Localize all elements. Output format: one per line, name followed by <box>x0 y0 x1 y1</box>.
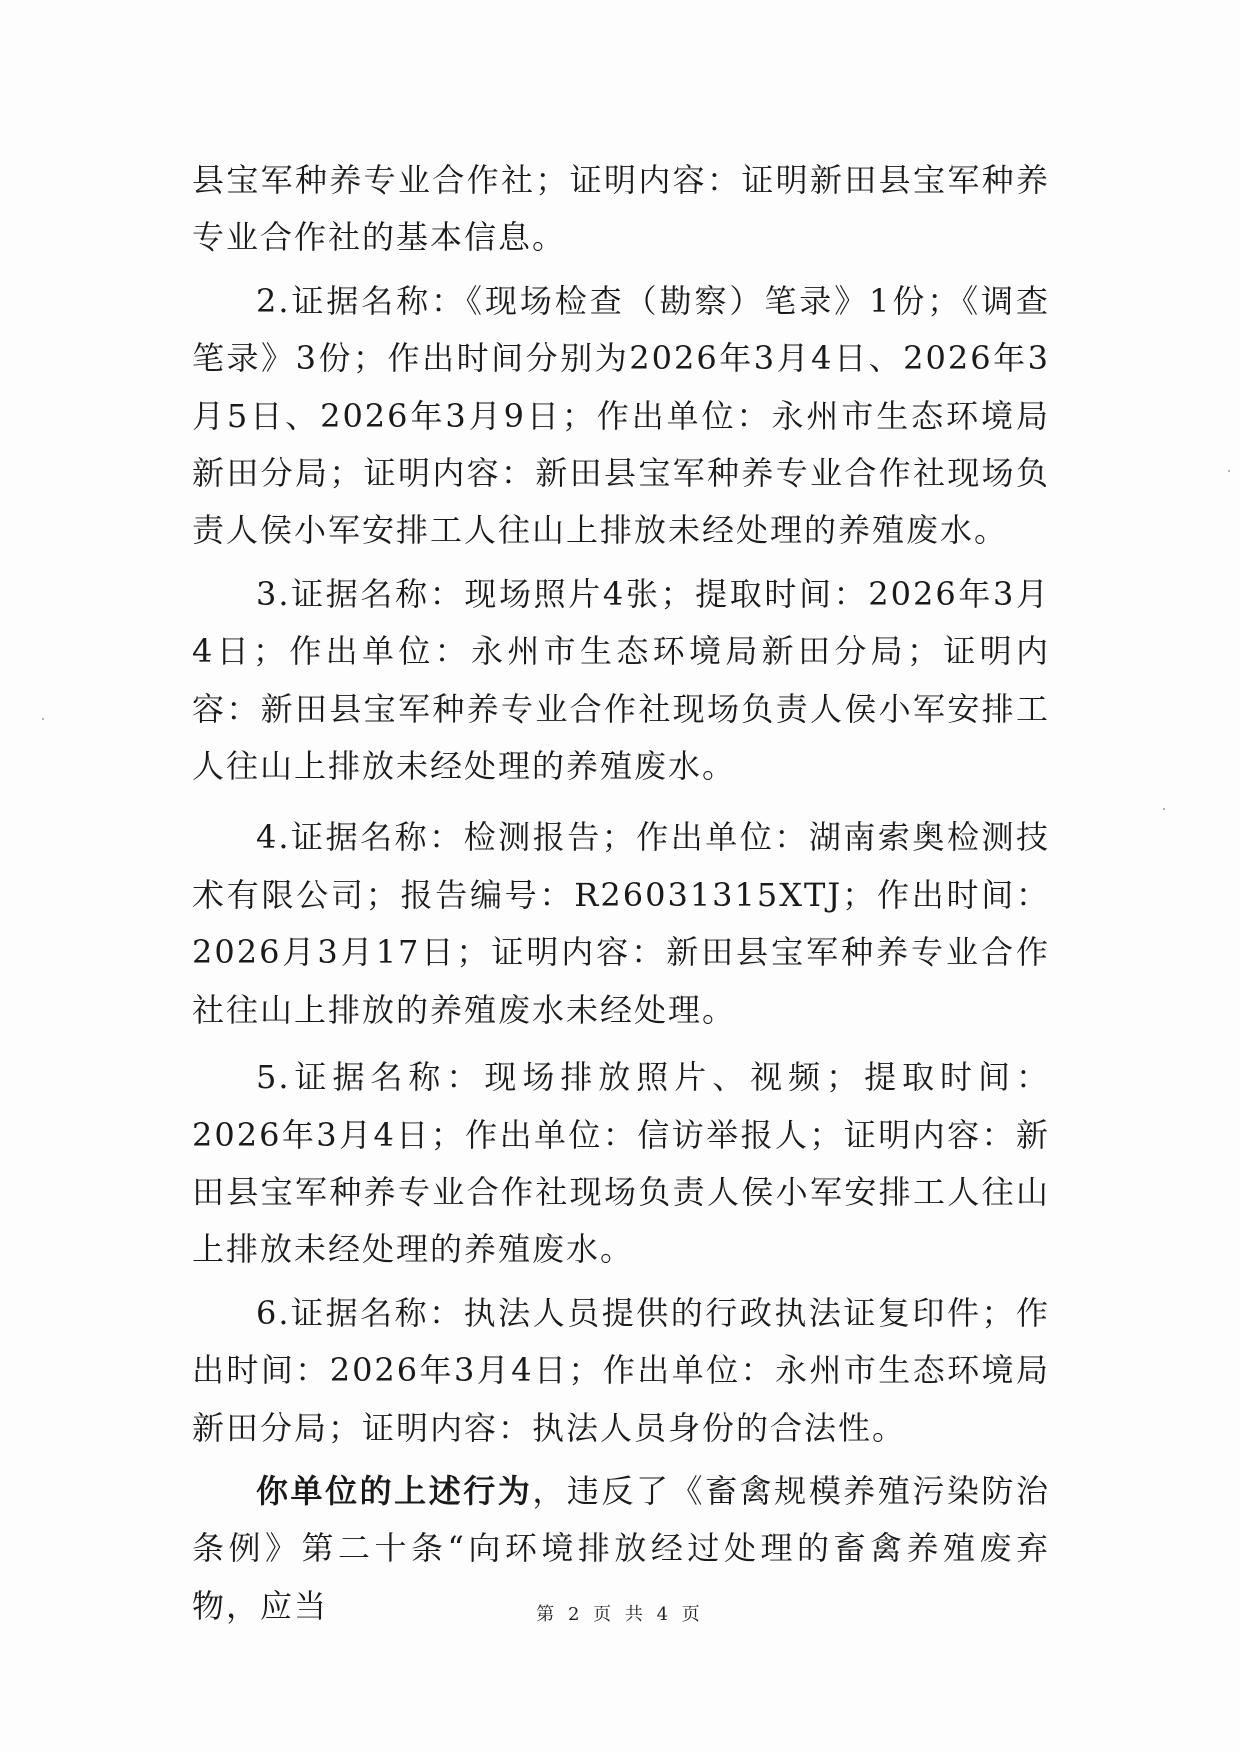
page-number-footer: 第 2 页 共 4 页 <box>536 1604 704 1625</box>
violation-lead: 你单位的上述行为 <box>256 1471 533 1510</box>
scan-speck <box>1163 808 1165 810</box>
violation-text: ，违反了《畜禽规模养殖污染防治条例》第二十条“向环境排放经过处理的畜禽养殖废弃物，应当 <box>192 1471 1050 1625</box>
evidence-item-6: 6.证据名称：执法人员提供的行政执法证复印件；作出时间：2026年3月4日；作出单位：永州市生态环境局新田分局；证明内容：执法人员身份的合法性。 <box>192 1293 1050 1447</box>
evidence-item-3: 3.证据名称：现场照片4张；提取时间：2026年3月4日；作出单位：永州市生态环境局新田分局；证明内容：新田县宝军种养专业合作社现场负责人侯小军安排工人往山上排放未经处理的养殖废水。 <box>192 574 1050 786</box>
scan-speck <box>1228 470 1230 472</box>
evidence-item-2: 2.证据名称：《现场检查（勘察）笔录》1份；《调查笔录》3份；作出时间分别为2026年3月4日、2026年3月5日、2026年3月9日；作出单位：永州市生态环境局新田分局；证明内容：新田县宝军种养专业合作社现场负责人侯小军安排工人往山上排放未经处理的养殖废水。 <box>192 281 1050 550</box>
scan-speck <box>42 718 44 720</box>
evidence-item-4: 4.证据名称：检测报告；作出单位：湖南索奥检测技术有限公司；报告编号：R26031315XTJ；作出时间：2026月3月17日；证明内容：新田县宝军种养专业合作社往山上排放的养殖废水未经处理。 <box>192 818 1050 1029</box>
paragraph-continuation: 县宝军种养专业合作社；证明内容：证明新田县宝军种养专业合作社的基本信息。 <box>192 161 1050 257</box>
document-body <box>192 152 1050 1635</box>
evidence-item-5: 5.证据名称：现场排放照片、视频；提取时间：2026年3月4日；作出单位：信访举报人；证明内容：新田县宝军种养专业合作社现场负责人侯小军安排工人往山上排放未经处理的养殖废水。 <box>192 1058 1050 1269</box>
